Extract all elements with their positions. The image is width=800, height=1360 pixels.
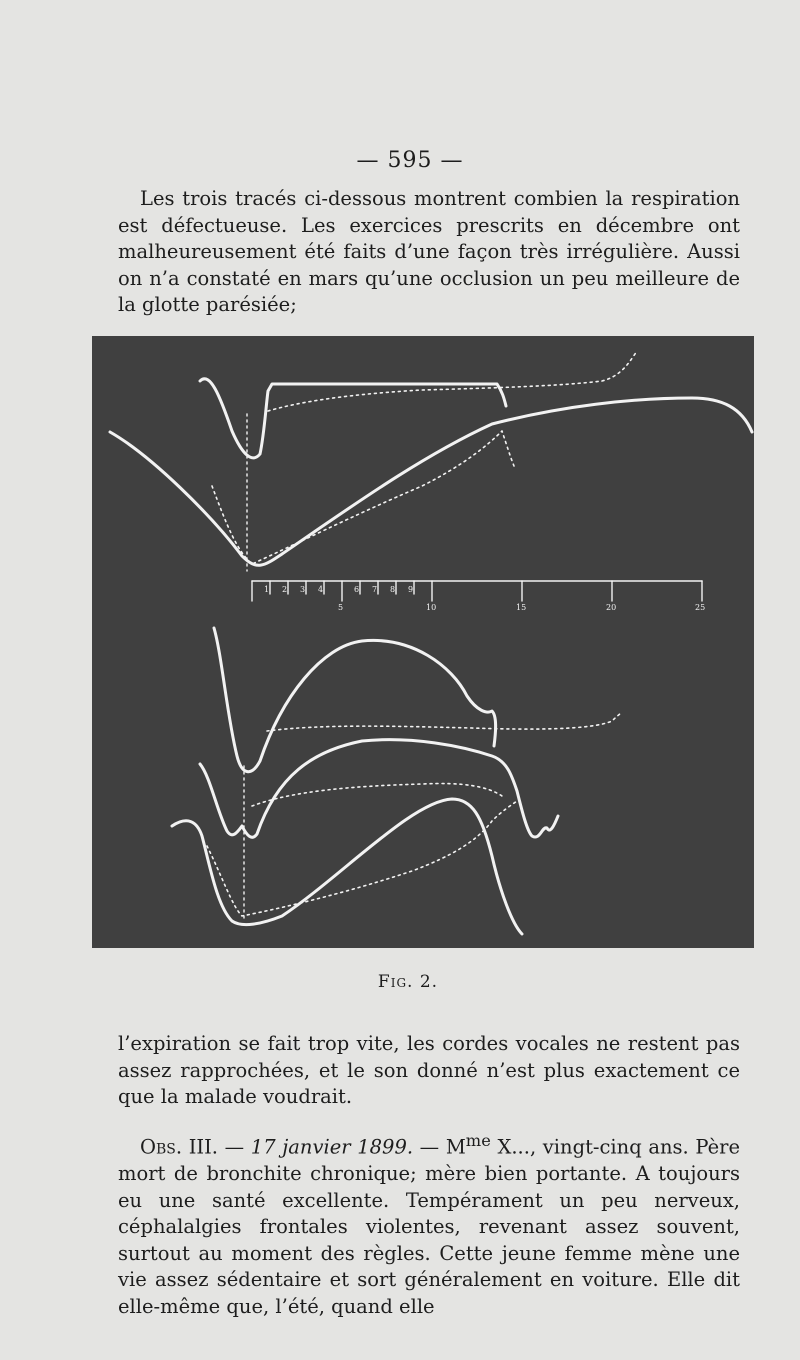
scale-label-7: 7 [372,585,378,594]
observation-label: Obs. III. [140,1135,219,1159]
intro-paragraph: Les trois tracés ci-dessous montrent combien la respiration est défectueuse. Les exercices prescrits en décembre ont malheureusement été faits d’une façon très irrégulière. Aussi on n’a constaté en mars qu’une occlusion un peu meilleure de la glotte parésiée; [118,187,740,317]
tracing-lower-dotted-a [267,712,622,731]
figure-caption: Fig. 2. [377,972,439,992]
scale-label-3: 3 [300,585,306,594]
scale-label-4: 4 [318,585,324,594]
scale-label-8: 8 [390,585,396,594]
scale-label-25: 25 [695,603,706,612]
scale-label-15: 15 [516,603,527,612]
scale-label-2: 2 [282,585,288,594]
tracing-lower-solid-c [172,799,522,934]
tracing-upper-solid-2 [110,398,752,565]
observation-text: X..., vingt-cinq ans. Père mort de bronchite chronique; mère bien portante. A toujours eu une santé excellente. Tempérament un peu nerveux, céphalalgies frontales violentes, revenant assez souvent, surtout au moment des règles. Cette jeune femme mène une vie assez sédentaire et sort généralement en voiture. Elle dit elle-même que, l’été, quand elle [118,1135,740,1319]
after-figure-paragraph: l’expiration se fait trop vite, les cordes vocales ne restent pas assez rapprochées, et le son donné n’est plus exactement ce que la malade voudrait. [118,1032,740,1109]
patient-title-sup: me [465,1131,491,1150]
page-number: — 595 — [356,148,464,173]
tracing-upper-dotted-1 [268,351,637,411]
tracing-lower-solid-a [214,628,496,772]
scale-label-5: 5 [338,603,344,612]
scale-label-9: 9 [408,585,414,594]
respiration-tracings [92,336,754,948]
tracing-lower-dotted-c [207,801,517,916]
figure-plate [92,336,754,948]
scale-label-1: 1 [264,585,270,594]
observation-dash-2: — [413,1135,446,1159]
tracing-upper-solid-1 [200,379,506,458]
scale-label-20: 20 [606,603,617,612]
observation-dash-1: — [218,1135,251,1159]
observation-paragraph [118,1128,740,1321]
scale-label-10: 10 [426,603,437,612]
scale-label-6: 6 [354,585,360,594]
patient-title-prefix: M [445,1135,466,1159]
tracing-lower-solid-b [200,740,558,838]
observation-date: 17 janvier 1899. [250,1135,414,1159]
